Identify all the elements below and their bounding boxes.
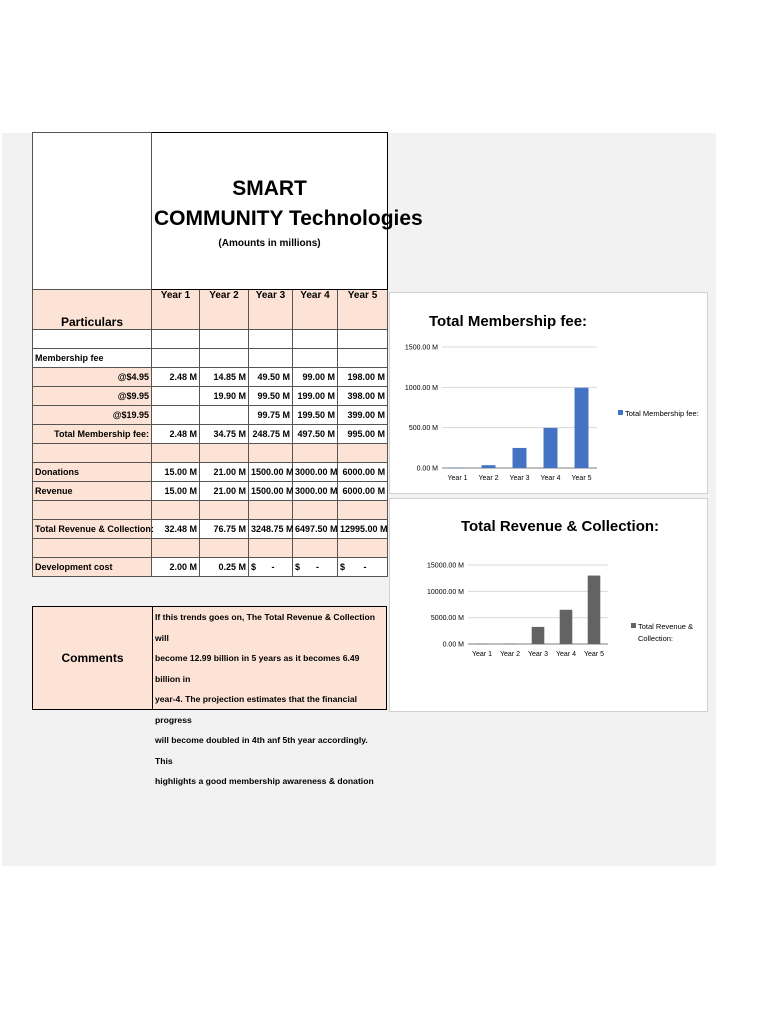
row-label: Total Revenue & Collection: <box>33 520 152 539</box>
dollar-sign: $ <box>340 562 346 572</box>
value-cell: 1500.00 M <box>249 463 293 482</box>
comments-box <box>32 606 387 786</box>
year-header: Year 1 <box>152 290 200 330</box>
cell-empty <box>338 349 388 368</box>
year-header: Year 4 <box>293 290 338 330</box>
table-row <box>33 368 388 387</box>
table-row <box>33 330 388 349</box>
cell-empty <box>249 501 293 520</box>
bar <box>504 644 517 645</box>
dollar-sign: $ <box>251 562 257 572</box>
value-cell: 21.00 M <box>200 482 249 501</box>
x-tick-label: Year 3 <box>528 651 548 658</box>
year-header: Year 5 <box>338 290 388 330</box>
cell-empty <box>33 501 152 520</box>
x-tick-label: Year 4 <box>556 651 576 658</box>
y-tick-label: 0.00 M <box>416 465 438 473</box>
cell-empty <box>33 539 152 558</box>
value-cell: 34.75 M <box>200 425 249 444</box>
cell-empty <box>152 444 200 463</box>
cell-empty <box>200 501 249 520</box>
cell-empty <box>33 444 152 463</box>
bar <box>588 576 601 644</box>
membership-fee-chart <box>390 293 707 493</box>
comments-text <box>153 607 386 786</box>
value-cell: 15.00 M <box>152 463 200 482</box>
cell-empty <box>249 330 293 349</box>
cell-empty <box>338 444 388 463</box>
comments-label: Comments <box>33 607 153 709</box>
y-tick-label: 500.00 M <box>408 425 438 433</box>
value-cell <box>152 406 200 425</box>
value-cell: 399.00 M <box>338 406 388 425</box>
value-cell: 3248.75 M <box>249 520 293 539</box>
cell-empty <box>200 444 249 463</box>
dash: - <box>271 562 275 572</box>
page-title: SMART <box>232 176 307 200</box>
bar <box>532 627 545 644</box>
dash: - <box>363 562 367 572</box>
cell-empty <box>338 539 388 558</box>
y-tick-label: 5000.00 M <box>430 615 464 623</box>
cell-empty <box>293 501 338 520</box>
cell-empty <box>293 539 338 558</box>
table-row <box>33 387 388 406</box>
year-header: Year 2 <box>200 290 249 330</box>
x-tick-label: Year 2 <box>478 475 499 482</box>
value-cell: 6000.00 M <box>338 482 388 501</box>
comment-line: become 12.99 billion in 5 years as it becomes 6.49 billion in <box>155 653 360 684</box>
revenue-collection-chart <box>390 499 707 711</box>
value-cell: 6497.50 M <box>293 520 338 539</box>
value-cell: 3000.00 M <box>293 482 338 501</box>
value-cell <box>249 558 293 577</box>
value-cell: 12995.00 M <box>338 520 388 539</box>
year-header: Year 3 <box>249 290 293 330</box>
cell-empty <box>33 330 152 349</box>
value-cell: 2.48 M <box>152 368 200 387</box>
legend-swatch <box>631 623 636 628</box>
bar <box>476 644 489 645</box>
table-row <box>33 501 388 520</box>
value-cell: 99.00 M <box>293 368 338 387</box>
bar <box>482 465 496 468</box>
bar <box>513 448 527 468</box>
particulars-header: Particulars <box>33 290 152 330</box>
cell-empty <box>200 330 249 349</box>
value-cell: 21.00 M <box>200 463 249 482</box>
comment-line: If this trends goes on, The Total Revenue & Collection will <box>155 612 375 643</box>
x-tick-label: Year 2 <box>500 651 520 658</box>
comment-line: will become doubled in 4th anf 5th year accordingly. This <box>155 735 368 766</box>
y-tick-label: 15000.00 M <box>427 562 464 570</box>
x-tick-label: Year 5 <box>571 475 592 482</box>
legend-label: Total Membership fee: <box>625 409 699 418</box>
row-label: Revenue <box>33 482 152 501</box>
value-cell: 6000.00 M <box>338 463 388 482</box>
blank-corner-cell <box>33 133 152 290</box>
dash: - <box>316 562 319 572</box>
cell-empty <box>152 330 200 349</box>
legend-label: Collection: <box>638 634 674 643</box>
value-cell <box>200 406 249 425</box>
value-cell: 248.75 M <box>249 425 293 444</box>
cell-empty <box>293 444 338 463</box>
row-label: Total Membership fee: <box>33 425 152 444</box>
chart-title: Total Membership fee: <box>428 313 588 330</box>
value-cell: 2.00 M <box>152 558 200 577</box>
x-tick-label: Year 4 <box>540 475 561 482</box>
value-cell: 198.00 M <box>338 368 388 387</box>
value-cell: 15.00 M <box>152 482 200 501</box>
y-tick-label: 1500.00 M <box>404 344 438 352</box>
value-cell: 199.50 M <box>293 406 338 425</box>
cell-empty <box>152 539 200 558</box>
table-row <box>33 463 388 482</box>
row-label: Donations <box>33 463 152 482</box>
comment-line: year-4. The projection estimates that the financial progress <box>155 694 358 725</box>
legend-label: Total Revenue & <box>638 622 694 631</box>
cell-empty <box>249 444 293 463</box>
value-cell: 99.50 M <box>249 387 293 406</box>
value-cell: 497.50 M <box>293 425 338 444</box>
cell-empty <box>293 330 338 349</box>
x-tick-label: Year 1 <box>447 475 468 482</box>
dollar-sign: $ <box>295 562 301 572</box>
table-row <box>33 349 388 368</box>
page-subtitle: (Amounts in millions) <box>218 237 321 249</box>
table-row <box>33 520 388 539</box>
page-title-line2: COMMUNITY Technologies <box>154 206 423 230</box>
table-row <box>33 539 388 558</box>
value-cell: 995.00 M <box>338 425 388 444</box>
value-cell: 199.00 M <box>293 387 338 406</box>
bar <box>451 468 465 469</box>
cell-empty <box>293 349 338 368</box>
value-cell: 3000.00 M <box>293 463 338 482</box>
y-tick-label: 1000.00 M <box>404 384 438 392</box>
row-label: @$9.95 <box>33 387 152 406</box>
table-row <box>33 558 388 577</box>
value-cell: 0.25 M <box>200 558 249 577</box>
chart-title: Total Revenue & Collection: <box>460 518 660 535</box>
section-label: Membership fee <box>33 349 152 368</box>
row-label: Development cost <box>33 558 152 577</box>
value-cell: 99.75 M <box>249 406 293 425</box>
value-cell: 14.85 M <box>200 368 249 387</box>
cell-empty <box>249 349 293 368</box>
table-row <box>33 425 388 444</box>
cell-empty <box>152 349 200 368</box>
table-row <box>33 444 388 463</box>
cell-empty <box>338 330 388 349</box>
value-cell <box>338 558 388 577</box>
revenue-chart-panel <box>389 498 708 712</box>
value-cell: 2.48 M <box>152 425 200 444</box>
table-row <box>33 406 388 425</box>
cell-empty <box>338 501 388 520</box>
x-tick-label: Year 5 <box>584 651 604 658</box>
value-cell: 19.90 M <box>200 387 249 406</box>
table-row <box>33 482 388 501</box>
title-cell <box>152 133 423 290</box>
cell-empty <box>200 349 249 368</box>
legend-swatch <box>618 410 623 415</box>
value-cell: 1500.00 M <box>249 482 293 501</box>
value-cell: 32.48 M <box>152 520 200 539</box>
x-tick-label: Year 1 <box>472 651 492 658</box>
bar <box>575 388 589 468</box>
cell-empty <box>249 539 293 558</box>
y-tick-label: 10000.00 M <box>427 588 464 596</box>
value-cell: 398.00 M <box>338 387 388 406</box>
cell-empty <box>200 539 249 558</box>
value-cell: 49.50 M <box>249 368 293 387</box>
y-tick-label: 0.00 M <box>442 641 464 649</box>
row-label: @$19.95 <box>33 406 152 425</box>
row-label: @$4.95 <box>33 368 152 387</box>
value-cell <box>293 558 338 577</box>
bar <box>560 610 573 644</box>
cell-empty <box>152 501 200 520</box>
value-cell: 76.75 M <box>200 520 249 539</box>
membership-chart-panel <box>389 292 708 494</box>
comment-line: highlights a good membership awareness & donation <box>155 776 374 786</box>
value-cell <box>152 387 200 406</box>
bar <box>544 428 558 468</box>
x-tick-label: Year 3 <box>509 475 530 482</box>
